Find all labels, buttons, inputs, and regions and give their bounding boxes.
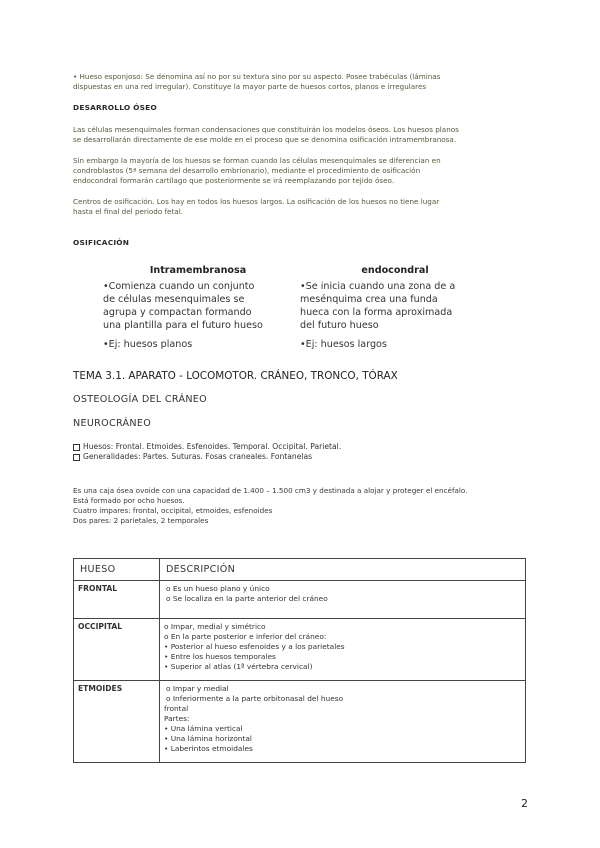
column-endocondral bbox=[300, 265, 490, 351]
topic-checklist bbox=[73, 442, 533, 462]
header-descripcion: DESCRIPCIÓN bbox=[160, 559, 526, 581]
description-line: frontal bbox=[164, 704, 189, 713]
bones-table bbox=[73, 558, 526, 763]
desarrollo-paragraph-2 bbox=[73, 156, 533, 186]
section-heading-osificacion: OSIFICACIÓN bbox=[73, 238, 130, 247]
bone-description bbox=[160, 581, 526, 619]
checklist-item bbox=[73, 452, 533, 462]
text-line: • Hueso esponjoso: Se denomina así no por su textura sino por su aspecto. Posee trabéculas (láminas bbox=[73, 72, 441, 81]
column-line: •Se inicia cuando una zona de a bbox=[300, 281, 456, 292]
description-line: • Una lámina horizontal bbox=[164, 734, 252, 743]
column-line: mesénquima crea una funda bbox=[300, 294, 438, 305]
text-line: Cuatro impares: frontal, occipital, etmoides, esfenoides bbox=[73, 506, 273, 515]
table-row bbox=[74, 581, 526, 619]
description-line: • Posterior al hueso esfenoides y a los parietales bbox=[164, 642, 345, 651]
text-line: Está formado por ocho huesos. bbox=[73, 496, 185, 505]
osteologia-heading: OSTEOLOGÍA DEL CRÁNEO bbox=[73, 394, 208, 405]
bone-name: ETMOIDES bbox=[74, 681, 160, 763]
column-example: •Ej: huesos largos bbox=[300, 339, 387, 350]
bone-name: FRONTAL bbox=[74, 581, 160, 619]
page-number: 2 bbox=[521, 797, 528, 810]
description-line: o Se localiza en la parte anterior del cráneo bbox=[166, 594, 328, 603]
column-title: endocondral bbox=[361, 265, 429, 276]
column-example: •Ej: huesos planos bbox=[103, 339, 193, 350]
table-row bbox=[74, 619, 526, 681]
description-line: o Es un hueso plano y único bbox=[166, 584, 270, 593]
text-line: Centros de osificación. Los hay en todos los huesos largos. La osificación de los huesos no tiene lugar bbox=[73, 197, 440, 206]
intro-paragraph bbox=[73, 72, 533, 92]
neurocraneo-heading: NEUROCRÁNEO bbox=[73, 418, 152, 429]
column-title: Intramembranosa bbox=[149, 265, 247, 276]
column-line: una plantilla para el futuro hueso bbox=[103, 320, 263, 331]
description-line: o En la parte posterior e inferior del cráneo: bbox=[164, 632, 327, 641]
checklist-label: Generalidades: Partes. Suturas. Fosas craneales. Fontanelas bbox=[83, 452, 313, 461]
checkbox-icon bbox=[73, 454, 80, 461]
text-line: Las células mesenquimales forman condensaciones que constituirán los modelos óseos. Los huesos planos bbox=[73, 125, 459, 134]
neurocraneo-intro bbox=[73, 486, 533, 526]
desarrollo-paragraph-1 bbox=[73, 125, 533, 145]
description-line: • Superior al atlas (1ª vértebra cervical) bbox=[164, 662, 313, 671]
description-line: o Inferiormente a la parte orbitonasal del hueso bbox=[166, 694, 344, 703]
text-line: Es una caja ósea ovoide con una capacidad de 1.400 – 1.500 cm3 y destinada a alojar y proteger el encéfalo. bbox=[73, 486, 468, 495]
table-header-row bbox=[74, 559, 526, 581]
text-line: se desarrollarán directamente de ese molde en el proceso que se denomina osificación intramembranosa. bbox=[73, 135, 457, 144]
checkbox-icon bbox=[73, 444, 80, 451]
text-line: hasta el final del periodo fetal. bbox=[73, 207, 183, 216]
description-line: • Laberintos etmoidales bbox=[164, 744, 253, 753]
text-line: Dos pares: 2 parietales, 2 temporales bbox=[73, 516, 209, 525]
header-hueso: HUESO bbox=[74, 559, 160, 581]
description-line: • Una lámina vertical bbox=[164, 724, 243, 733]
table-row bbox=[74, 681, 526, 763]
bone-name: OCCIPITAL bbox=[74, 619, 160, 681]
section-heading-desarrollo: DESARROLLO ÓSEO bbox=[73, 103, 157, 112]
text-line: Sin embargo la mayoría de los huesos se forman cuando las células mesenquimales se diferencian en bbox=[73, 156, 441, 165]
bone-description bbox=[160, 681, 526, 763]
column-line: •Comienza cuando un conjunto bbox=[103, 281, 255, 292]
column-line: del futuro hueso bbox=[300, 320, 379, 331]
checklist-item bbox=[73, 442, 533, 452]
description-line: Partes: bbox=[164, 714, 190, 723]
text-line: dispuestas en una red irregular). Constituye la mayor parte de huesos cortos, planos e irregulares bbox=[73, 82, 427, 91]
desarrollo-paragraph-3 bbox=[73, 197, 533, 217]
description-line: o Impar, medial y simétrico bbox=[164, 622, 266, 631]
tema-title: TEMA 3.1. APARATO - LOCOMOTOR. CRÁNEO, TRONCO, TÓRAX bbox=[73, 370, 398, 382]
column-intramembranosa bbox=[103, 265, 293, 351]
description-line: • Entre los huesos temporales bbox=[164, 652, 276, 661]
text-line: condroblastos (5ª semana del desarrollo embrionario), mediante el procedimiento de osificación bbox=[73, 166, 421, 175]
bone-description bbox=[160, 619, 526, 681]
column-line: agrupa y compactan formando bbox=[103, 307, 252, 318]
column-line: hueca con la forma aproximada bbox=[300, 307, 453, 318]
description-line: o Impar y medial bbox=[166, 684, 229, 693]
checklist-label: Huesos: Frontal. Etmoides. Esfenoides. Temporal. Occipital. Parietal. bbox=[83, 442, 342, 451]
column-line: de células mesenquimales se bbox=[103, 294, 245, 305]
text-line: endocondral formarán cartílago que posteriormente se irá reemplazando por tejido óseo. bbox=[73, 176, 395, 185]
